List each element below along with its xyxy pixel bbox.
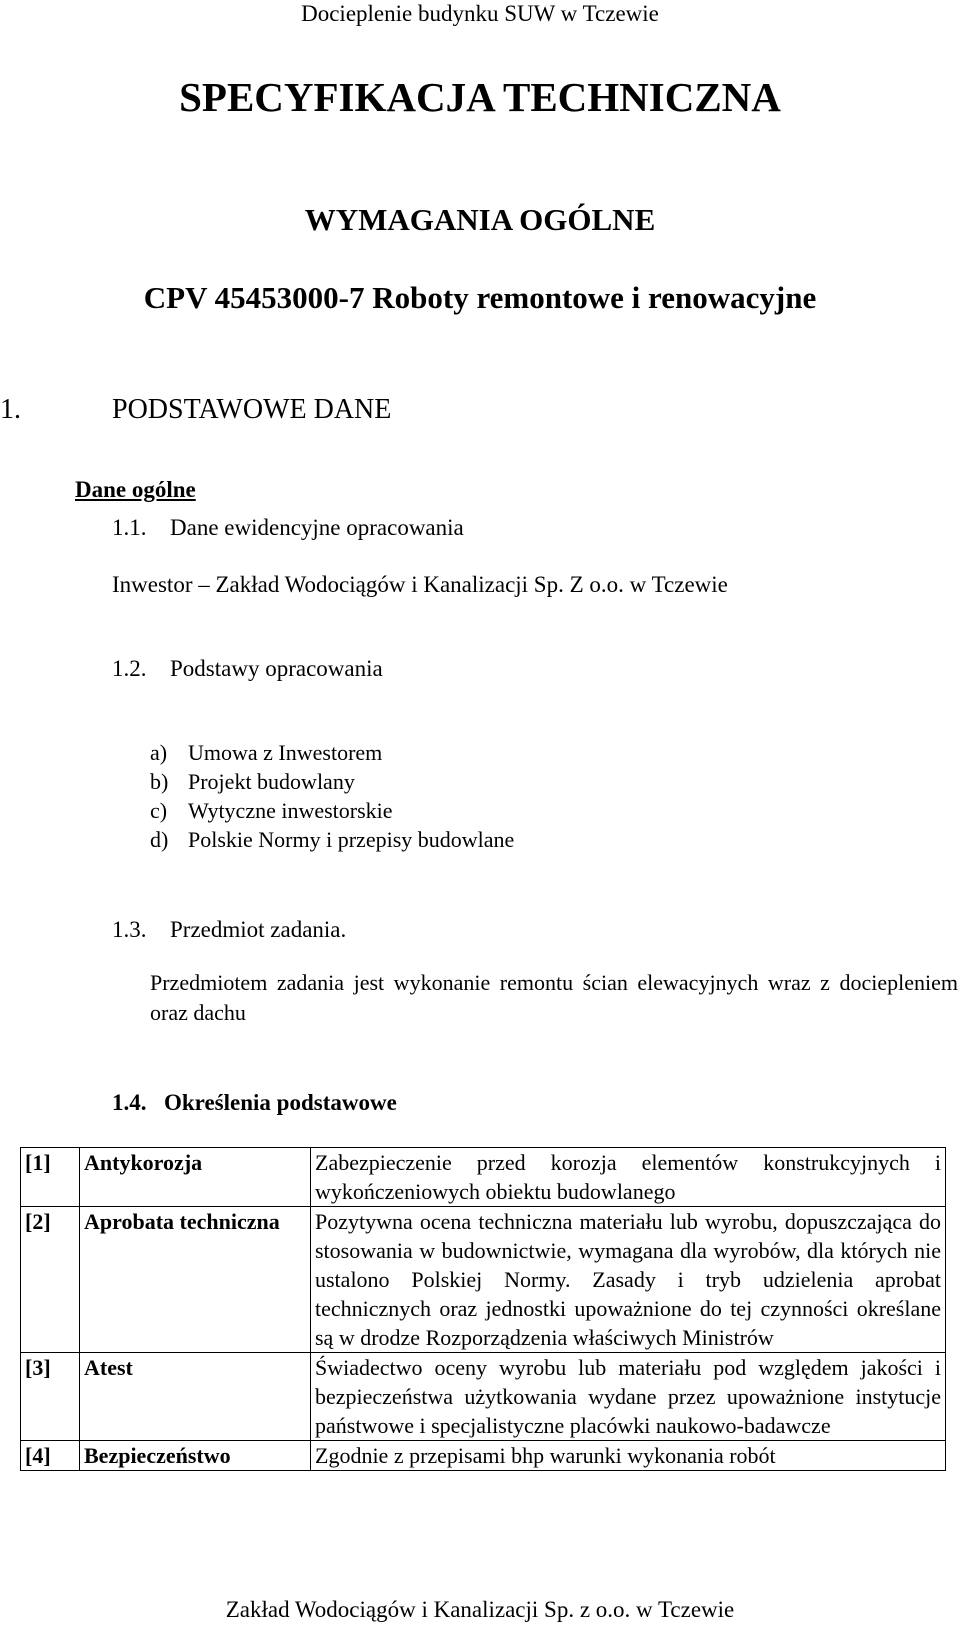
section-1-2-number: 1.2. [112, 656, 147, 681]
section-1-2-heading [112, 654, 383, 684]
definition-description: Zgodnie z przepisami bhp warunki wykonania robót [311, 1441, 946, 1471]
dane-ogolne-heading: Dane ogólne [75, 477, 196, 502]
definition-term: Antykorozja [80, 1148, 311, 1207]
section-1-4-title: Określenia podstawowe [164, 1090, 397, 1115]
definition-description: Pozytywna ocena techniczna materiału lub wyrobu, dopuszczająca do stosowania w budownictwie, wymagana dla wyrobów, dla których nie ustalono Polskiej Normy. Zasady i tryb udzielenia aprobat technicznych oraz jednostki upoważnione do tej czynności określane są w drodze Rozporządzenia właściwych Ministrów [311, 1207, 946, 1353]
section-1-title: PODSTAWOWE DANE [112, 394, 392, 425]
section-1-number: 1. [0, 394, 21, 425]
definition-term: Aprobata techniczna [80, 1207, 311, 1353]
section-1-3-heading [112, 915, 346, 945]
definition-index: [4] [21, 1441, 80, 1471]
list-item [150, 767, 355, 796]
definition-term: Atest [80, 1353, 311, 1441]
page-footer: Zakład Wodociągów i Kanalizacji Sp. z o.o. w Tczewie [225, 1597, 735, 1622]
investor-line: Inwestor – Zakład Wodociągów i Kanalizacji Sp. Z o.o. w Tczewie [112, 572, 728, 597]
section-1-3-number: 1.3. [112, 917, 147, 942]
table-row [21, 1148, 946, 1207]
list-item-text: Projekt budowlany [188, 769, 355, 794]
list-item [150, 796, 393, 825]
list-item-marker: b) [150, 769, 169, 794]
section-1-4-heading [112, 1088, 397, 1118]
section-1-1-number: 1.1. [112, 515, 147, 540]
list-item [150, 825, 514, 854]
document-title: SPECYFIKACJA TECHNICZNA [179, 74, 781, 120]
list-item [150, 738, 382, 767]
section-1-4-number: 1.4. [112, 1090, 147, 1115]
table-row [21, 1441, 946, 1471]
definition-index: [1] [21, 1148, 80, 1207]
definition-description: Zabezpieczenie przed korozja elementów konstrukcyjnych i wykończeniowych obiektu budowlanego [311, 1148, 946, 1207]
definitions-table [20, 1147, 946, 1471]
definition-description: Świadectwo oceny wyrobu lub materiału pod względem jakości i bezpieczeństwa użytkowania wydane przez upoważnione instytucje państwowe i specjalistyczne placówki naukowo-badawcze [311, 1353, 946, 1441]
table-row [21, 1353, 946, 1441]
section-1-heading [0, 393, 960, 427]
page-header: Docieplenie budynku SUW w Tczewie [301, 1, 659, 26]
section-1-1-heading [112, 513, 464, 543]
list-item-text: Wytyczne inwestorskie [188, 798, 393, 823]
przedmiot-paragraph: Przedmiotem zadania jest wykonanie remontu ścian elewacyjnych wraz z dociepleniem oraz dachu [150, 970, 958, 1025]
document-subtitle: WYMAGANIA OGÓLNE [304, 202, 656, 237]
list-item-text: Umowa z Inwestorem [188, 740, 383, 765]
cpv-code: CPV 45453000-7 Roboty remontowe i renowacyjne [143, 280, 817, 315]
table-row [21, 1207, 946, 1353]
section-1-2-title: Podstawy opracowania [170, 656, 383, 681]
list-item-marker: d) [150, 827, 169, 852]
list-item-marker: a) [150, 740, 168, 765]
section-1-3-title: Przedmiot zadania. [170, 917, 347, 942]
list-item-text: Polskie Normy i przepisy budowlane [188, 827, 515, 852]
definition-index: [2] [21, 1207, 80, 1353]
definition-index: [3] [21, 1353, 80, 1441]
definition-term: Bezpieczeństwo [80, 1441, 311, 1471]
list-item-marker: c) [150, 798, 168, 823]
section-1-1-title: Dane ewidencyjne opracowania [170, 515, 464, 540]
